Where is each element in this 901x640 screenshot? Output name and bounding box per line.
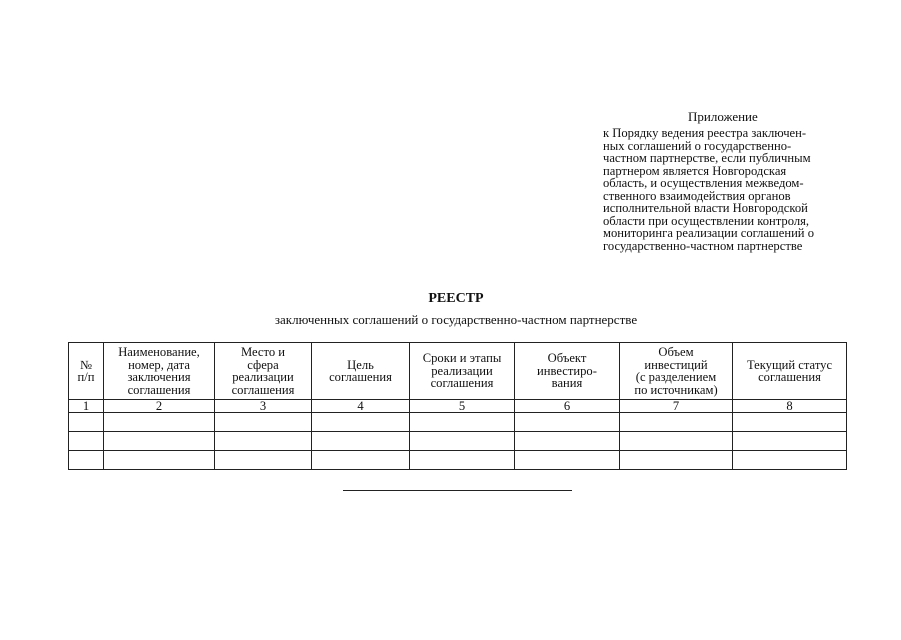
header-cell-line: соглашения (231, 382, 295, 397)
appendix-line: к Порядку ведения реестра заключен- (603, 126, 807, 140)
appendix-line: мониторинга реализации соглашений о (603, 226, 814, 240)
appendix-line: области при осуществлении контроля, (603, 213, 810, 228)
table-cell (104, 432, 215, 451)
table-cell (410, 432, 515, 451)
table-cell (312, 451, 410, 470)
appendix-line: частном партнерстве, если публичным (603, 151, 811, 165)
column-number-cell: 8 (733, 400, 847, 413)
column-number-cell: 7 (620, 400, 733, 413)
header-cell-line: соглашения (430, 376, 494, 391)
header-cell-line: № (79, 357, 93, 372)
table-row (69, 413, 847, 432)
column-number-cell: 2 (104, 400, 215, 413)
header-cell-object (515, 343, 620, 400)
registry-table (68, 342, 847, 470)
table-cell (312, 432, 410, 451)
header-cell-line: инвестиций (644, 357, 708, 372)
table-cell (733, 451, 847, 470)
table-cell (104, 413, 215, 432)
table-cell (312, 413, 410, 432)
header-cell-line: Цель (347, 357, 374, 372)
signature-line (343, 490, 572, 491)
table-cell (215, 451, 312, 470)
header-cell-line: соглашения (329, 370, 392, 384)
table-row (69, 451, 847, 470)
column-number-cell: 5 (410, 400, 515, 413)
appendix-line: партнером является Новгородская (603, 163, 787, 178)
header-cell-terms (410, 343, 515, 400)
table-header-row (69, 343, 847, 400)
header-cell-investment (620, 343, 733, 400)
table-cell (410, 413, 515, 432)
header-cell-line: (с разделением (635, 370, 717, 384)
appendix-text (603, 127, 863, 252)
table-cell (215, 413, 312, 432)
table-cell (515, 451, 620, 470)
header-cell-line: реализации (232, 370, 294, 384)
header-cell-place (215, 343, 312, 400)
header-cell-line: соглашения (127, 382, 191, 397)
appendix-line: ственного взаимодействия органов (603, 188, 791, 203)
header-cell-line: заключения (127, 370, 191, 384)
header-cell-name (104, 343, 215, 400)
table-cell (733, 413, 847, 432)
appendix-line: область, и осуществления межведом- (603, 176, 804, 190)
column-number-cell: 3 (215, 400, 312, 413)
table-cell (410, 451, 515, 470)
table-cell (69, 451, 104, 470)
header-cell-line: Сроки и этапы (422, 351, 502, 366)
appendix-line: ных соглашений о государственно- (603, 138, 792, 153)
column-number-row (69, 400, 847, 413)
appendix-line: исполнительной власти Новгородской (603, 201, 808, 215)
header-cell-line: соглашения (758, 370, 821, 384)
header-cell-line: Место и (240, 345, 286, 359)
header-cell-line: Наименование, (118, 345, 200, 359)
header-cell-line: реализации (431, 363, 493, 378)
header-cell-status (733, 343, 847, 400)
header-cell-number (69, 343, 104, 400)
table-cell (215, 432, 312, 451)
column-number-cell: 4 (312, 400, 410, 413)
header-cell-line: Объект (547, 351, 587, 366)
table-cell (69, 413, 104, 432)
header-cell-line: вания (551, 376, 583, 391)
appendix-title: Приложение (688, 109, 758, 124)
header-cell-line: Текущий статус (746, 357, 833, 372)
column-number-cell: 6 (515, 400, 620, 413)
header-cell-line: Объем (658, 345, 694, 359)
header-cell-line: номер, дата (128, 357, 190, 372)
column-number-cell: 1 (69, 400, 104, 413)
header-cell-line: по источникам) (634, 382, 718, 397)
appendix-line: государственно-частном партнерстве (603, 238, 803, 253)
table-cell (69, 432, 104, 451)
header-cell-line: сфера (247, 357, 279, 372)
table-cell (515, 413, 620, 432)
table-cell (733, 432, 847, 451)
table-cell (515, 432, 620, 451)
table-cell (620, 451, 733, 470)
document-title: РЕЕСТР (428, 291, 484, 306)
table-cell (620, 413, 733, 432)
header-cell-goal (312, 343, 410, 400)
table-cell (620, 432, 733, 451)
document-subtitle: заключенных соглашений о государственно-частном партнерстве (274, 312, 638, 327)
header-cell-line: п/п (77, 370, 95, 384)
table-row (69, 432, 847, 451)
header-cell-line: инвестиро- (537, 363, 597, 378)
table-cell (104, 451, 215, 470)
